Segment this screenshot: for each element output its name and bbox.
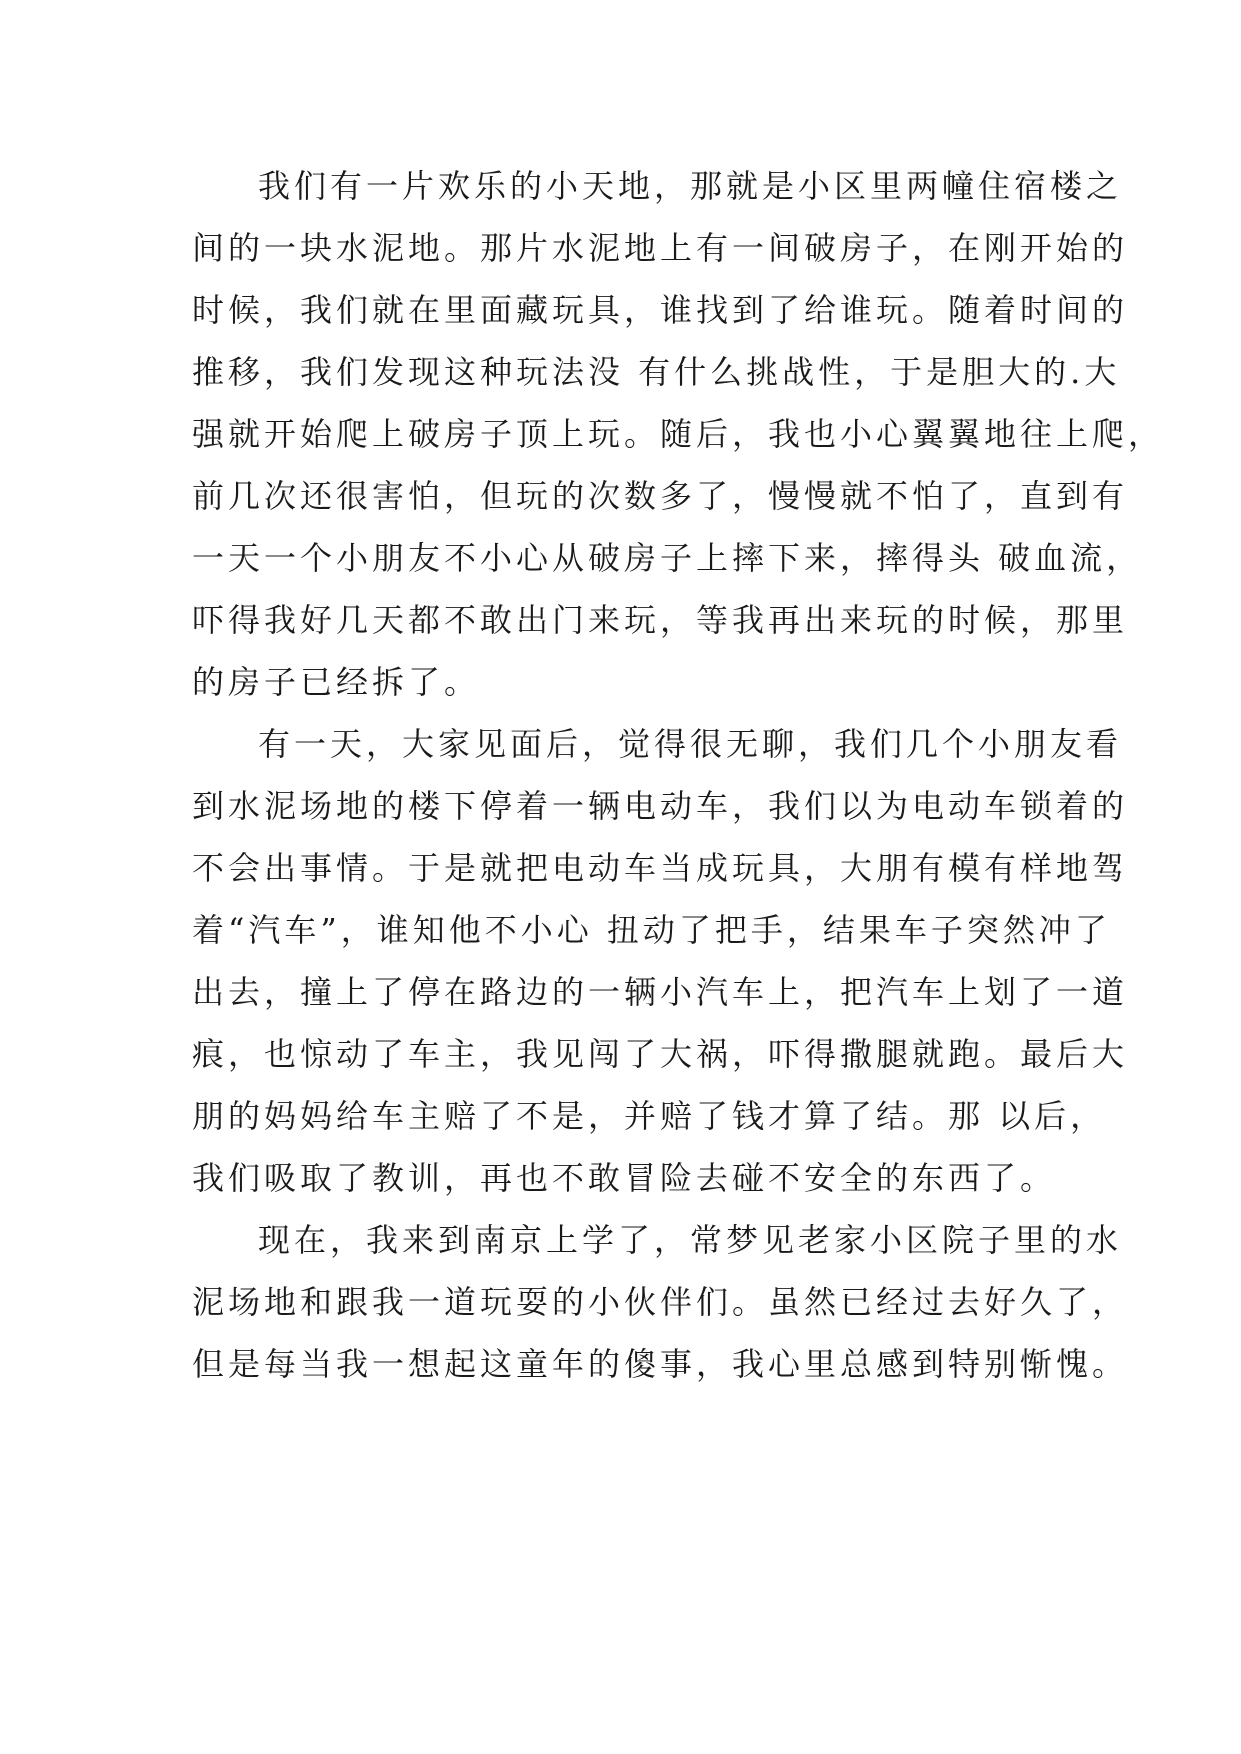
text-line: 我们吸取了教训，再也不敢冒险去碰不安全的东西了。	[192, 1159, 1057, 1197]
text-line: 但是每当我一想起这童年的傻事，我心里总感到特别惭愧。	[192, 1345, 1129, 1383]
text-line: 痕，也惊动了车主，我见闯了大祸，吓得撒腿就跑。最后大	[192, 1035, 1129, 1073]
text-line: 前几次还很害怕，但玩的次数多了，慢慢就不怕了，直到有	[192, 477, 1129, 515]
text-line: 的房子已经拆了。	[192, 663, 481, 701]
text-line: 到水泥场地的楼下停着一辆电动车，我们以为电动车锁着的	[192, 787, 1129, 825]
text-line: 现在，我来到南京上学了，常梦见老家小区院子里的水	[258, 1221, 1123, 1259]
paragraph-2	[192, 713, 1129, 1209]
body-text	[192, 155, 1165, 1395]
text-line: 朋的妈妈给车主赔了不是，并赔了钱才算了结。那 以后，	[192, 1097, 1107, 1135]
text-line: 间的一块水泥地。那片水泥地上有一间破房子，在刚开始的	[192, 229, 1129, 267]
text-line: 不会出事情。于是就把电动车当成玩具，大朋有模有样地驾	[192, 849, 1129, 887]
text-line: 时候，我们就在里面藏玩具，谁找到了给谁玩。随着时间的	[192, 291, 1129, 329]
text-line: 一天一个小朋友不小心从破房子上摔下来，摔得头 破血流，	[192, 539, 1143, 577]
paragraph-1	[192, 155, 1165, 713]
text-line: 着“汽车”，谁知他不小心 扭动了把手，结果车子突然冲了	[192, 911, 1111, 949]
text-line: 吓得我好几天都不敢出门来玩，等我再出来玩的时候，那里	[192, 601, 1129, 639]
text-line: 我们有一片欢乐的小天地，那就是小区里两幢住宿楼之	[258, 167, 1123, 205]
paragraph-3	[192, 1209, 1129, 1395]
text-line: 强就开始爬上破房子顶上玩。随后，我也小心翼翼地往上爬，	[192, 415, 1165, 453]
text-line: 泥场地和跟我一道玩耍的小伙伴们。虽然已经过去好久了，	[192, 1283, 1129, 1321]
text-line: 推移，我们发现这种玩法没 有什么挑战性，于是胆大的.大	[192, 353, 1121, 391]
text-line: 有一天，大家见面后，觉得很无聊，我们几个小朋友看	[258, 725, 1123, 763]
text-line: 出去，撞上了停在路边的一辆小汽车上，把汽车上划了一道	[192, 973, 1129, 1011]
